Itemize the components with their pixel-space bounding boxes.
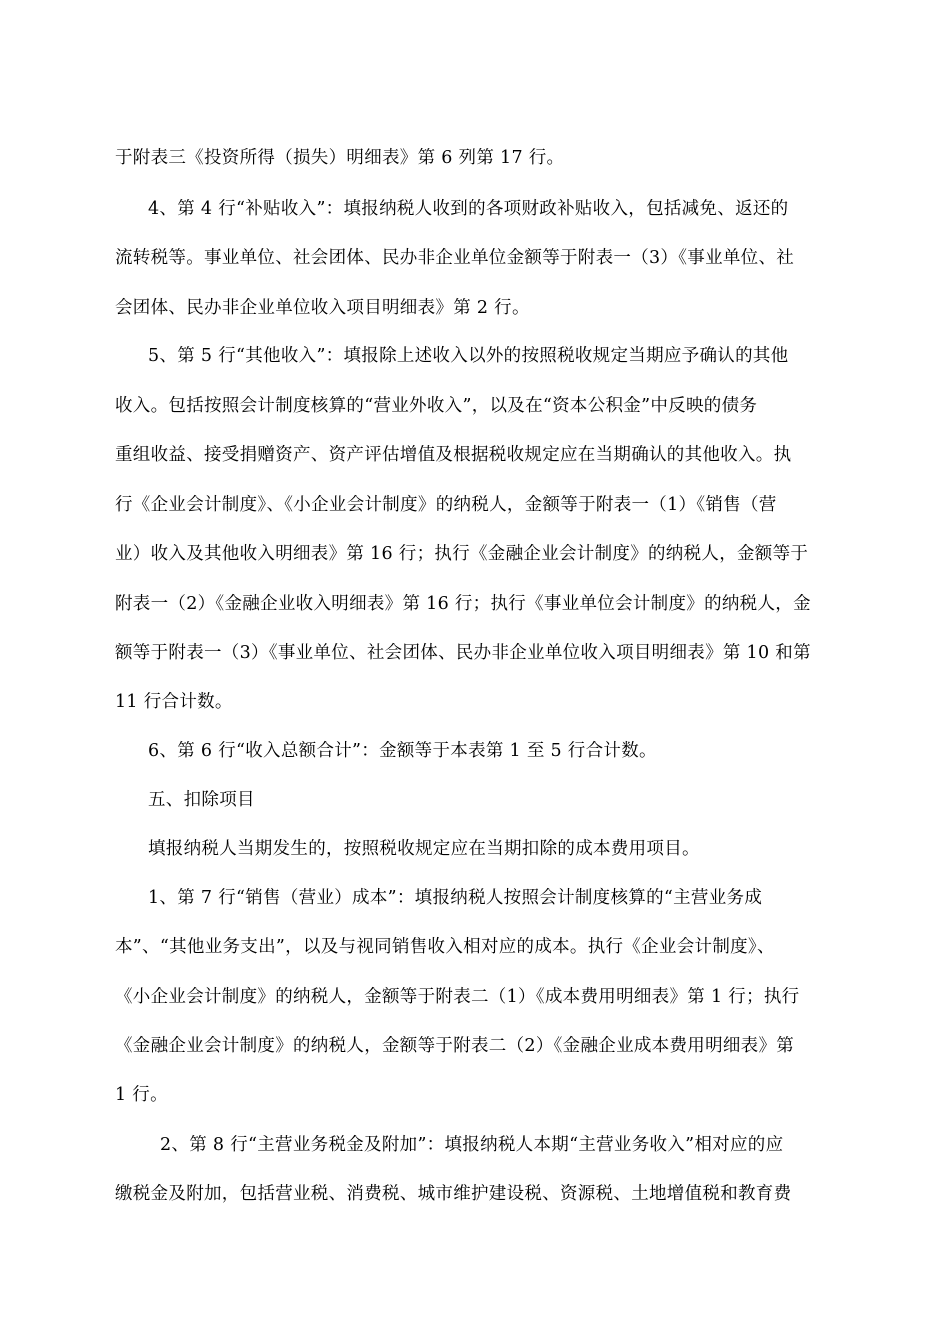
text-line: 《小企业会计制度》的纳税人，金额等于附表二（1）《成本费用明细表》第 1 行；执行 xyxy=(115,987,800,1007)
text-line: 1、第 7 行“销售（营业）成本”：填报纳税人按照会计制度核算的“主营业务成 xyxy=(148,888,763,908)
text-line: 4、第 4 行“补贴收入”：填报纳税人收到的各项财政补贴收入，包括减免、返还的 xyxy=(148,199,789,219)
text-line: 于附表三《投资所得（损失）明细表》第 6 列第 17 行。 xyxy=(115,148,565,168)
text-line: 流转税等。事业单位、社会团体、民办非企业单位金额等于附表一（3）《事业单位、社 xyxy=(115,248,795,268)
text-line: 本”、“其他业务支出”，以及与视同销售收入相对应的成本。执行《企业会计制度》、 xyxy=(115,937,775,957)
text-line: 会团体、民办非企业单位收入项目明细表》第 2 行。 xyxy=(115,298,530,318)
text-line: 重组收益、接受捐赠资产、资产评估增值及根据税收规定应在当期确认的其他收入。执 xyxy=(115,445,792,465)
text-line: 填报纳税人当期发生的，按照税收规定应在当期扣除的成本费用项目。 xyxy=(148,839,700,859)
text-line: 1 行。 xyxy=(115,1085,168,1105)
text-line: 收入。包括按照会计制度核算的“营业外收入”，以及在“资本公积金”中反映的债务 xyxy=(115,396,758,416)
text-line: 5、第 5 行“其他收入”：填报除上述收入以外的按照税收规定当期应予确认的其他 xyxy=(148,346,789,366)
text-line: 2、第 8 行“主营业务税金及附加”：填报纳税人本期“主营业务收入”相对应的应 xyxy=(160,1135,784,1155)
text-line: 行《企业会计制度》、《小企业会计制度》的纳税人，金额等于附表一（1）《销售（营 xyxy=(115,495,777,515)
section-heading: 五、扣除项目 xyxy=(148,790,255,810)
text-line: 附表一（2）《金融企业收入明细表》第 16 行；执行《事业单位会计制度》的纳税人，金 xyxy=(115,594,811,614)
text-line: 额等于附表一（3）《事业单位、社会团体、民办非企业单位收入项目明细表》第 10 和第 xyxy=(115,643,811,663)
text-line: 业）收入及其他收入明细表》第 16 行；执行《金融企业会计制度》的纳税人，金额等于 xyxy=(115,544,809,564)
text-line: 11 行合计数。 xyxy=(115,692,233,712)
text-line: 缴税金及附加，包括营业税、消费税、城市维护建设税、资源税、土地增值税和教育费 xyxy=(115,1184,792,1204)
text-line: 《金融企业会计制度》的纳税人，金额等于附表二（2）《金融企业成本费用明细表》第 xyxy=(115,1036,795,1056)
text-line: 6、第 6 行“收入总额合计”：金额等于本表第 1 至 5 行合计数。 xyxy=(148,741,657,761)
